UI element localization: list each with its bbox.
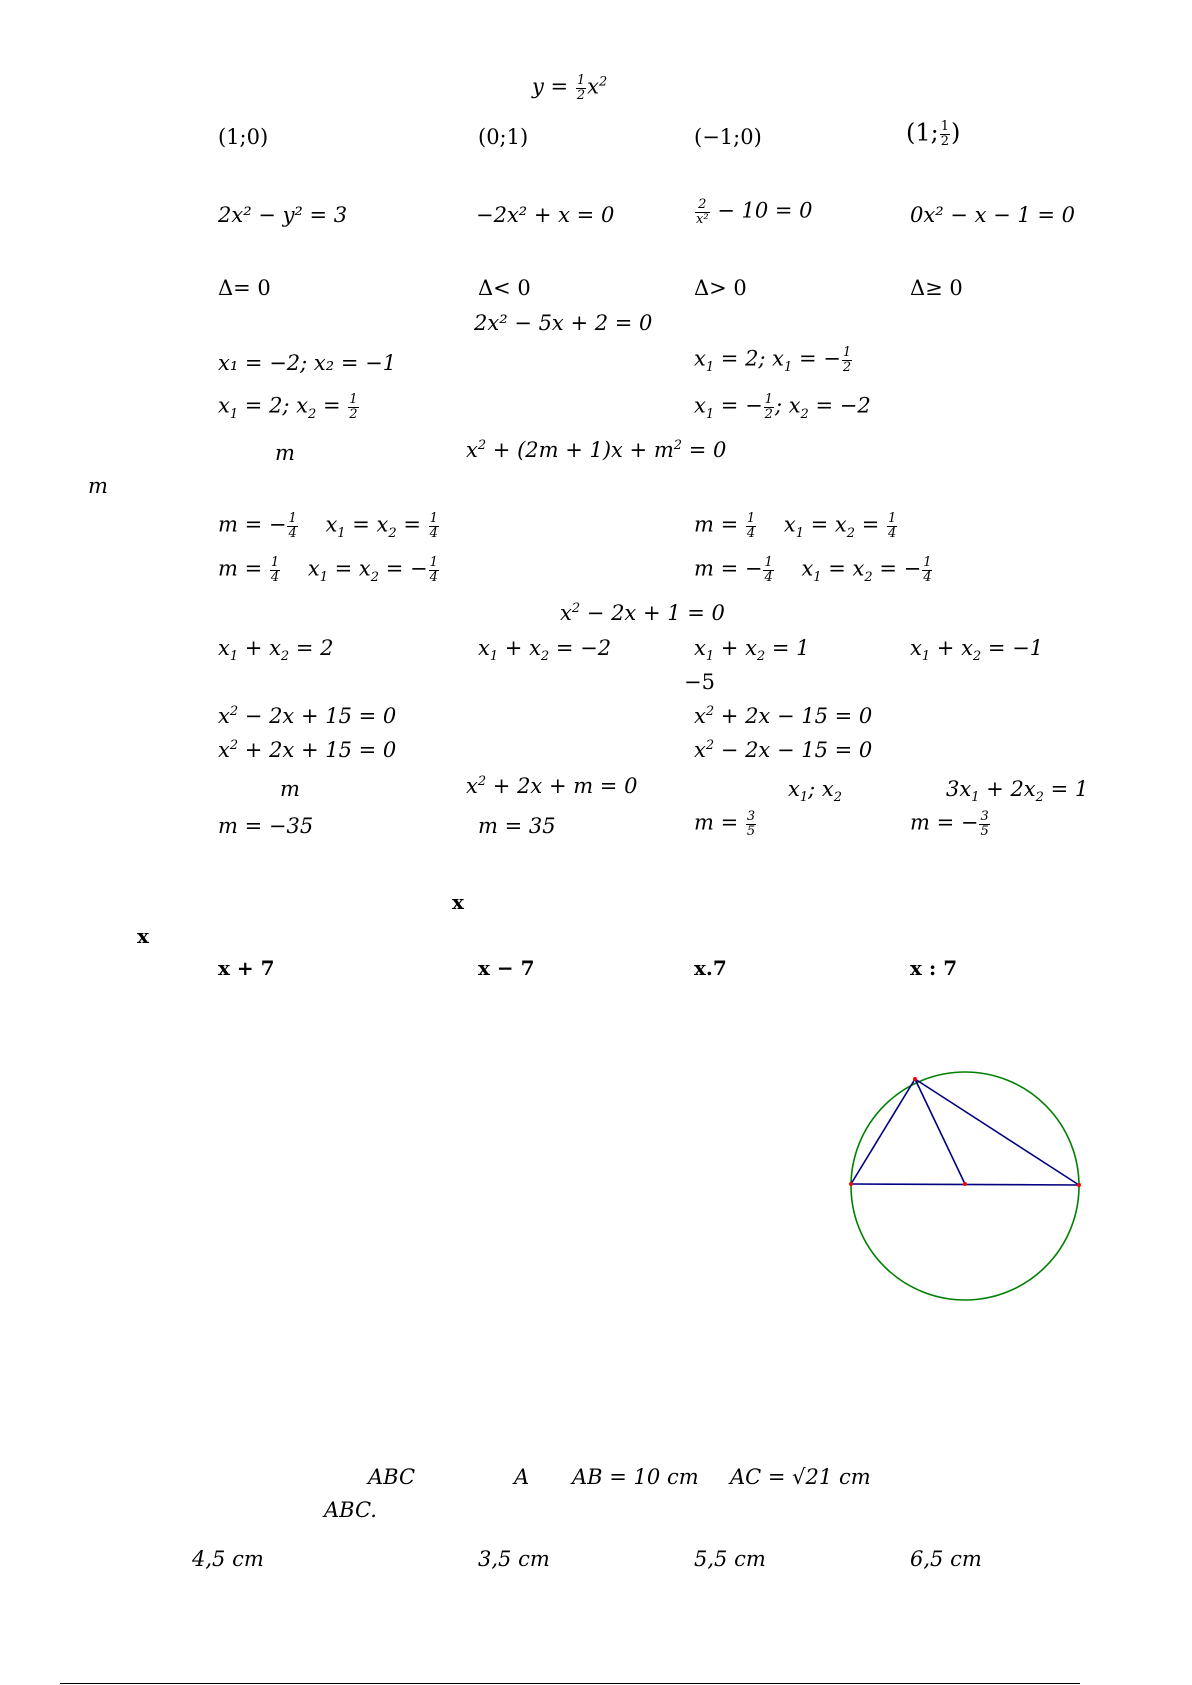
q5-equation: $x^2 + (2m + 1)x + m^2 = 0$	[466, 438, 727, 462]
q8-option-a: m = −35	[218, 814, 314, 838]
q10-vertex: A	[514, 1465, 530, 1489]
q4-option-c: $x_1 = 2$; $x_2$ = $\frac{1}{2}$	[218, 392, 358, 422]
q2-option-b: −2x² + x = 0	[476, 203, 615, 227]
q8-var-label: m	[280, 777, 300, 801]
q10-option-a: 4,5 cm	[192, 1547, 264, 1571]
q5-option-d: m = − $\frac{1}{4}$ $x_1 = x_2$ = − $\frac{1}{4}$	[694, 555, 932, 585]
q6-option-b: $x_1 + x_2 = -2$	[478, 636, 612, 665]
q1-formula: y = $\frac{1}{2}$ $x^2$	[532, 73, 608, 103]
q9-option-b: x − 7	[478, 956, 535, 980]
q3-option-c: Δ> 0	[694, 276, 747, 300]
q10-triangle-2: ABC.	[324, 1498, 377, 1522]
q1-option-b: (0;1)	[478, 125, 529, 149]
q8-equation: $x^2 + 2x + m = 0$	[466, 774, 638, 798]
q10-option-b: 3,5 cm	[478, 1547, 550, 1571]
q2-option-a: 2x² − y² = 3	[218, 203, 348, 227]
q1-option-d: (1; $\frac{1}{2}$ )	[906, 118, 961, 149]
q7-value: −5	[684, 670, 715, 694]
q9-option-a: x + 7	[218, 956, 275, 980]
q1-option-a: (1;0)	[218, 125, 269, 149]
q3-option-b: Δ< 0	[478, 276, 531, 300]
q8-option-d: m = − $\frac{3}{5}$	[910, 809, 989, 839]
q10-option-d: 6,5 cm	[910, 1547, 982, 1571]
q5-option-b: m = $\frac{1}{4}$ $x_1 = x_2$ = $\frac{1}{4}$	[694, 511, 897, 541]
q4-equation: 2x² − 5x + 2 = 0	[474, 311, 653, 335]
q6-option-d: $x_1 + x_2 = -1$	[910, 636, 1044, 665]
q7-option-b: $x^2 + 2x - 15 = 0$	[694, 704, 873, 728]
q2-option-c: $\frac{2}{\text{x²}}$ − 10 = 0	[696, 197, 813, 227]
q10-option-c: 5,5 cm	[694, 1547, 766, 1571]
q7-option-d: $x^2 - 2x - 15 = 0$	[694, 738, 873, 762]
q5-option-a: m = − $\frac{1}{4}$ $x_1 = x_2$ = $\frac{1}{4}$	[218, 511, 438, 541]
circle-triangle-figure	[845, 1066, 1085, 1306]
q6-equation: $x^2 - 2x + 1 = 0$	[560, 601, 725, 625]
q6-option-a: $x_1 + x_2 = 2$	[218, 636, 334, 665]
q4-option-b: $x_1 = 2$; $x_1$ = − $\frac{1}{2}$	[694, 345, 852, 375]
q10-ac: AC = √21 cm	[730, 1465, 871, 1489]
q1-option-c: (−1;0)	[694, 125, 762, 149]
q5-var-label: m	[275, 441, 295, 465]
figure-point-top	[913, 1077, 917, 1081]
q8-option-b: m = 35	[478, 814, 556, 838]
q8-condition: $3x_1 + 2x_2 = 1$	[946, 777, 1089, 806]
q7-option-a: $x^2 - 2x + 15 = 0$	[218, 704, 397, 728]
figure-point-center	[963, 1182, 967, 1186]
q9-option-c: x.7	[694, 956, 727, 980]
q8-option-c: m = $\frac{3}{5}$	[694, 809, 756, 839]
figure-point-left	[849, 1182, 853, 1186]
q3-option-a: Δ= 0	[218, 276, 271, 300]
q8-roots: $x_1$; $x_2$	[788, 777, 842, 806]
q6-option-c: $x_1 + x_2 = 1$	[694, 636, 810, 665]
q5-var-label-2: m	[88, 474, 108, 498]
q9-option-d: x : 7	[910, 956, 958, 980]
q9-var-a: x	[452, 890, 464, 914]
figure-point-right	[1077, 1183, 1081, 1187]
page-bottom-rule	[60, 1683, 1080, 1684]
q4-option-d: $x_1$ = − $\frac{1}{2}$ ; $x_2 = -2$	[694, 392, 871, 422]
q9-var-b: x	[137, 924, 149, 948]
q3-option-d: Δ≥ 0	[910, 276, 963, 300]
q5-option-c: m = $\frac{1}{4}$ $x_1 = x_2$ = − $\frac{1}{4}$	[218, 555, 438, 585]
figure-chord-left	[851, 1079, 915, 1184]
q7-option-c: $x^2 + 2x + 15 = 0$	[218, 738, 397, 762]
q10-triangle: ABC	[368, 1465, 416, 1489]
q4-option-a: x₁ = −2; x₂ = −1	[218, 351, 397, 375]
q10-ab: AB = 10 cm	[572, 1465, 699, 1489]
q2-option-d: 0x² − x − 1 = 0	[910, 203, 1076, 227]
